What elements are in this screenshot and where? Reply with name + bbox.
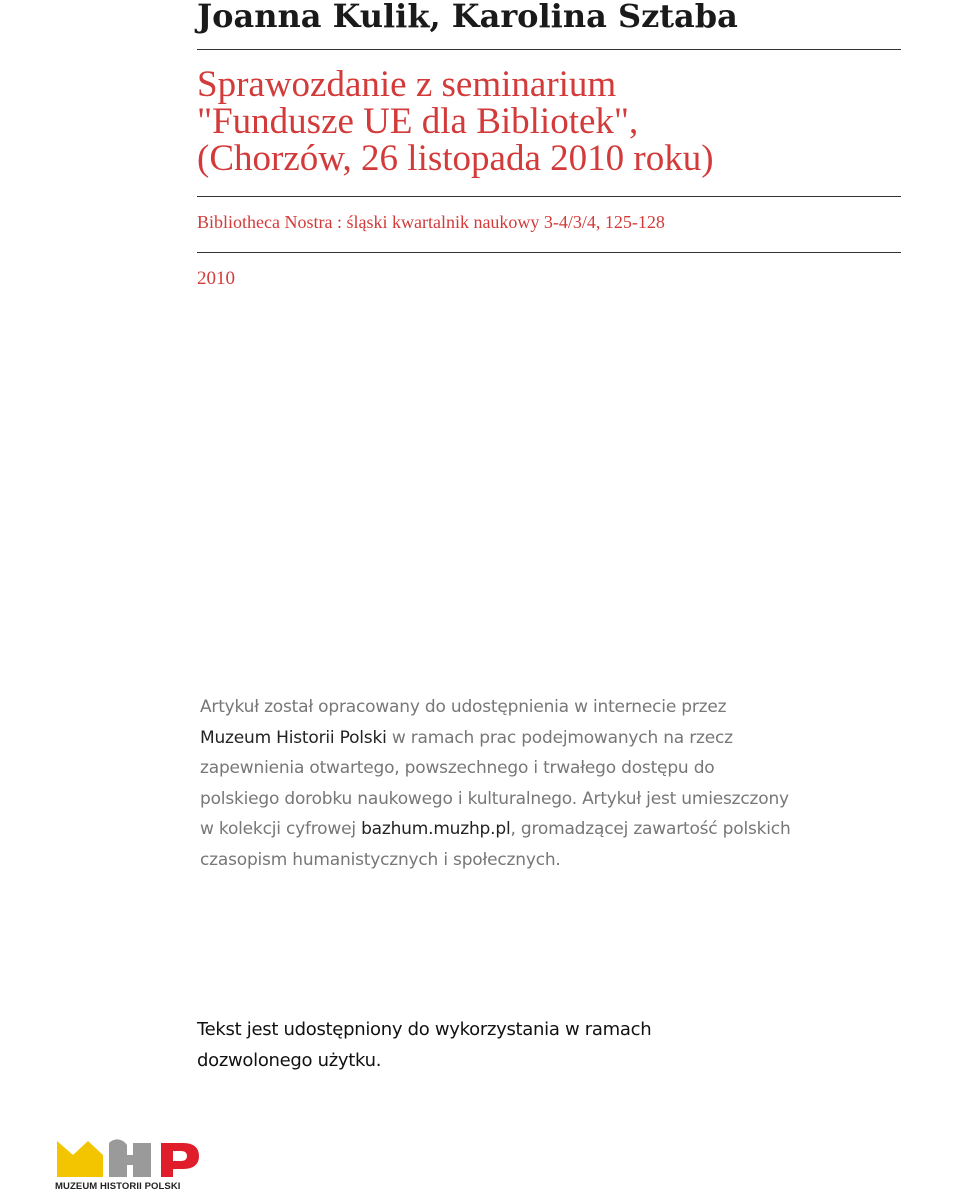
title-line-2: "Fundusze UE dla Bibliotek", (197, 101, 639, 142)
notice-line-3: zapewnienia otwartego, powszechnego i trwałego dostępu do (200, 758, 715, 779)
publication-year: 2010 (197, 268, 235, 289)
usage-line-2: dozwolonego użytku. (197, 1050, 382, 1071)
journal-source: Bibliotheca Nostra : śląski kwartalnik naukowy 3-4/3/4, 125-128 (197, 212, 665, 232)
logo-m-yellow (57, 1141, 103, 1177)
logo-p-red (161, 1143, 199, 1177)
divider-bottom (197, 252, 901, 253)
divider-top (197, 49, 901, 50)
collection-link[interactable]: bazhum.muzhp.pl (361, 819, 511, 840)
notice-line-5-pre: w kolekcji cyfrowej (200, 819, 362, 840)
notice-line-1: Artykuł został opracowany do udostępnienia w internecie przez (200, 697, 727, 717)
museum-name: Muzeum Historii Polski (200, 727, 387, 748)
usage-line-1: Tekst jest udostępniony do wykorzystania w ramach (197, 1019, 652, 1040)
usage-statement (197, 1014, 651, 1076)
logo-caption: MUZEUM HISTORII POLSKI (55, 1181, 181, 1192)
author-names: Joanna Kulik, Karolina Sztaba (197, 0, 738, 35)
availability-notice (200, 692, 791, 876)
notice-line-6: czasopism humanistycznych i społecznych. (200, 849, 561, 870)
notice-line-5-post: , gromadzącej zawartość polskich (510, 819, 791, 840)
notice-line-2-rest: w ramach prac podejmowanych na rzecz (386, 727, 733, 748)
notice-line-4: polskiego dorobku naukowego i kulturalnego. Artykuł jest umieszczony (200, 788, 789, 809)
divider-middle (197, 196, 901, 197)
logo-h-gray (109, 1139, 151, 1177)
title-line-1: Sprawozdanie z seminarium (197, 64, 617, 105)
notice-line-5 (200, 814, 791, 845)
article-title (197, 66, 714, 177)
title-line-3: (Chorzów, 26 listopada 2010 roku) (197, 138, 714, 179)
notice-line-2 (200, 723, 791, 754)
